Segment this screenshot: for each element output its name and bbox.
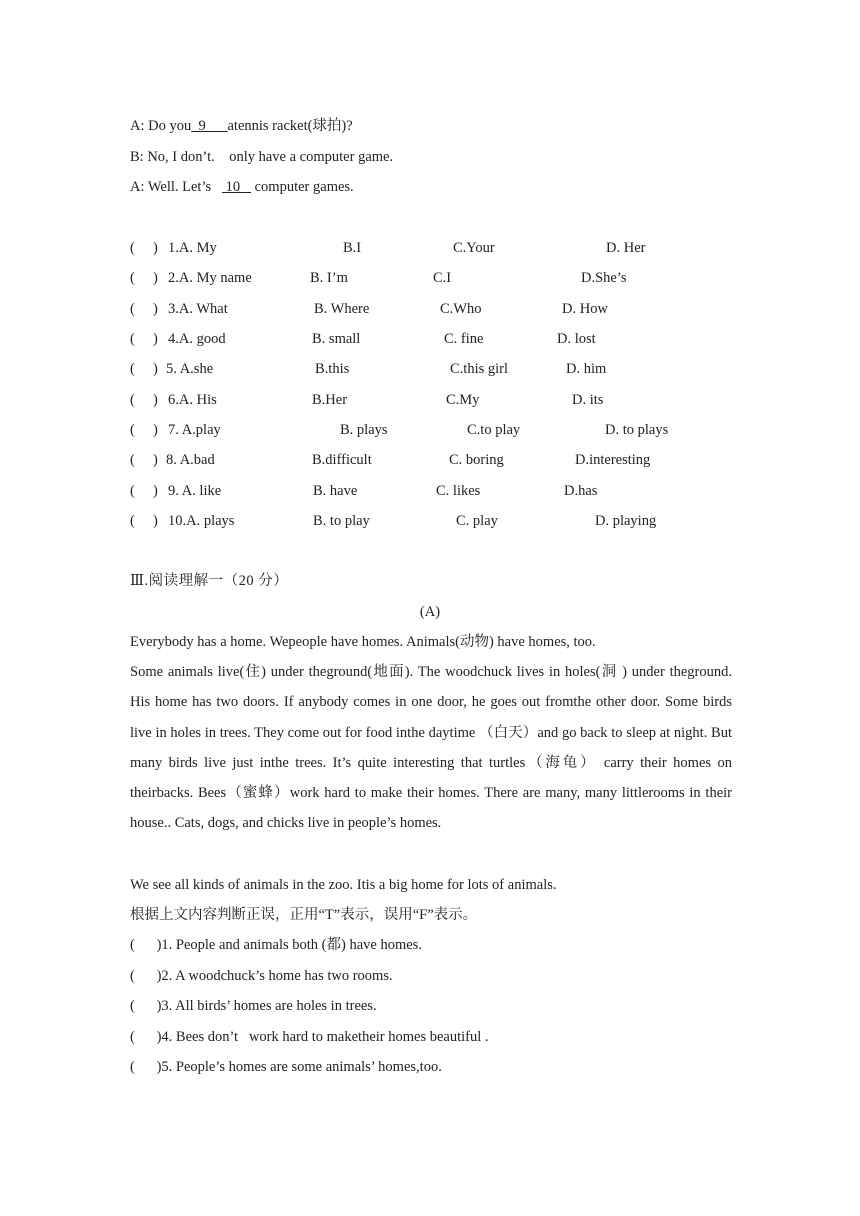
option-d: D.She’s (581, 270, 627, 286)
option-b: B. small (312, 331, 361, 347)
option-b: B. to play (313, 513, 370, 529)
option-b: B. plays (340, 422, 388, 438)
tf-item: ( )3. All birds’ homes are holes in trees. (130, 998, 377, 1014)
answer-bracket: ( ) (130, 483, 158, 499)
tf-item: ( )1. People and animals both (都) have homes. (130, 937, 422, 953)
option-a: 7. A.play (168, 422, 221, 438)
option-c: C.to play (467, 422, 521, 438)
passage-label: (A) (419, 604, 441, 620)
answer-bracket: ( ) (130, 270, 158, 286)
option-c: C.this girl (450, 361, 509, 377)
option-a: 8. A.bad (166, 452, 215, 468)
tf-item: ( )2. A woodchuck’s home has two rooms. (130, 968, 393, 984)
instruction: 根据上文内容判断正误，正用“T”表示，误用“F”表示。 (130, 907, 478, 923)
option-b: B.this (315, 361, 350, 377)
option-a: 4.A. good (168, 331, 226, 347)
dialog-text: A: Do you (130, 118, 192, 134)
mc-row (130, 391, 750, 409)
option-b: B. have (313, 483, 358, 499)
option-a: 5. A.she (166, 361, 214, 377)
answer-bracket: ( ) (130, 422, 158, 438)
answer-bracket: ( ) (130, 513, 158, 529)
option-d: D. How (562, 301, 608, 317)
mc-row (130, 421, 750, 439)
passage-line: We see all kinds of animals in the zoo. Itis a big home for lots of animals. (130, 877, 557, 893)
dialog-line-2: B: No, I don’t. only have a computer game. (130, 149, 394, 165)
option-c: C.Your (453, 240, 495, 256)
mc-row (130, 512, 750, 530)
answer-bracket: ( ) (130, 331, 158, 347)
passage-line: Everybody has a home. Wepeople have homes. Animals(动物) have homes, too. (130, 634, 596, 650)
answer-bracket: ( ) (130, 361, 158, 377)
option-a: 6.A. His (168, 392, 217, 408)
section-title: Ⅲ.阅读理解一（20 分） (130, 573, 289, 589)
mc-row (130, 482, 750, 500)
option-c: C. boring (449, 452, 504, 468)
option-c: C.Who (440, 301, 482, 317)
option-d: D. him (566, 361, 607, 377)
option-b: B.I (343, 240, 362, 256)
option-a: 10.A. plays (168, 513, 235, 529)
option-b: B. I’m (310, 270, 348, 286)
option-c: C.I (433, 270, 452, 286)
passage-paragraph: Some animals live(住) under theground(地面). The woodchuck lives in holes(洞 ) under theground. His home has two doors. If anybody comes in one door, he goes out fromthe other door. Some birds live in holes in trees. They come out for food inthe daytime （白天）and go back to sleep at night. But many birds live just inthe trees. It’s quite interesting that turtles（海龟） carry their homes on theirbacks. Bees（蜜蜂）work hard to make their homes. There are many, many littlerooms in their house.. Cats, dogs, and chicks live in people’s homes. (130, 664, 732, 832)
tf-item: ( )5. People’s homes are some animals’ homes,too. (130, 1059, 442, 1075)
option-d: D.interesting (575, 452, 651, 468)
option-d: D.has (564, 483, 598, 499)
mc-row (130, 269, 750, 287)
answer-bracket: ( ) (130, 301, 158, 317)
option-b: B.difficult (312, 452, 372, 468)
dialog-text: atennis racket(球拍)? (227, 118, 353, 134)
mc-row (130, 360, 750, 378)
dialog-text: computer games. (251, 179, 354, 195)
option-a: 1.A. My (168, 240, 217, 256)
tf-item: ( )4. Bees don’t work hard to maketheir homes beautiful . (130, 1029, 489, 1045)
blank-10: 10 (222, 179, 251, 195)
dialog-line-3 (130, 178, 354, 196)
option-c: C. likes (436, 483, 481, 499)
answer-bracket: ( ) (130, 392, 158, 408)
mc-row (130, 239, 750, 257)
blank-9: 9 (191, 118, 228, 134)
mc-row (130, 300, 750, 318)
option-d: D. Her (606, 240, 646, 256)
option-d: D. playing (595, 513, 657, 529)
option-a: 2.A. My name (168, 270, 252, 286)
option-d: D. lost (557, 331, 596, 347)
option-d: D. its (572, 392, 604, 408)
mc-row (130, 451, 750, 469)
option-b: B.Her (312, 392, 348, 408)
option-a: 9. A. like (168, 483, 222, 499)
option-c: C.My (446, 392, 480, 408)
option-d: D. to plays (605, 422, 669, 438)
option-a: 3.A. What (168, 301, 228, 317)
option-b: B. Where (314, 301, 370, 317)
answer-bracket: ( ) (130, 240, 158, 256)
option-c: C. play (456, 513, 498, 529)
dialog-line-1 (130, 117, 353, 135)
answer-bracket: ( ) (130, 452, 158, 468)
mc-row (130, 330, 750, 348)
option-c: C. fine (444, 331, 484, 347)
dialog-text: A: Well. Let’s (130, 179, 222, 195)
